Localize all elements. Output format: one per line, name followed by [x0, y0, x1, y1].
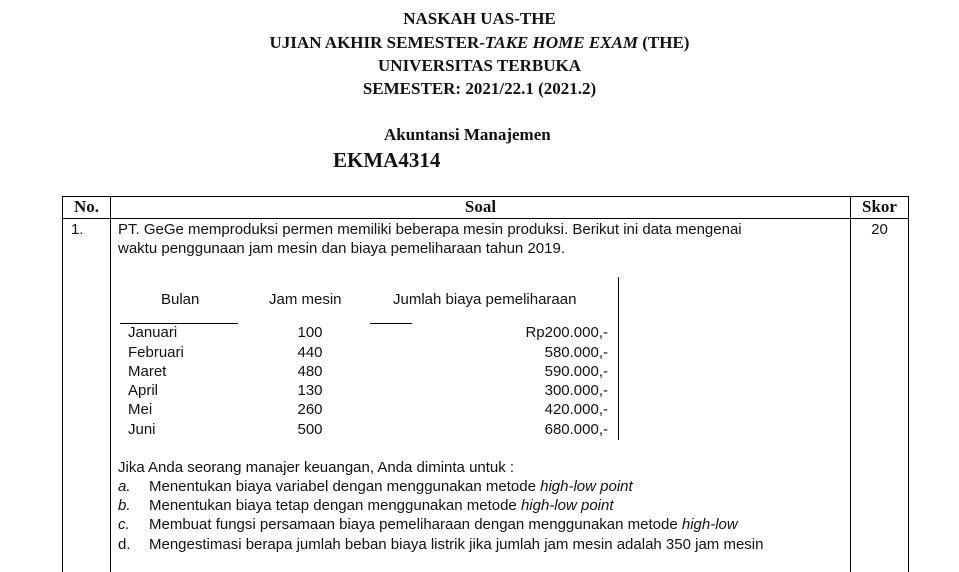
question-intro-line-1: PT. GeGe memproduksi permen memiliki beberapa mesin produksi. Berikut ini data mengenai: [118, 221, 742, 238]
row-month: Februari: [128, 344, 184, 361]
row-month: Mei: [128, 401, 153, 418]
course-code: EKMA4314: [333, 148, 441, 172]
header-exam-type-suffix: (THE): [637, 33, 690, 52]
row-hours: 260: [297, 401, 323, 418]
table-border-left: [62, 196, 63, 572]
task-text: Menentukan biaya variabel dengan menggunakan metode: [149, 478, 541, 495]
row-cost: 420.000,-: [544, 401, 608, 418]
data-table-right-border: [618, 277, 619, 440]
header-semester: SEMESTER: 2021/22.1 (2021.2): [362, 79, 597, 98]
task-item-a: [118, 477, 633, 496]
task-marker: b.: [118, 497, 131, 514]
question-intro-line-2: waktu penggunaan jam mesin dan biaya pemeliharaan tahun 2019.: [118, 240, 565, 257]
table-header-divider: [62, 218, 909, 219]
task-text-italic: high-low: [681, 516, 738, 533]
header-exam-type: [0, 33, 959, 53]
question-score: 20: [871, 221, 888, 238]
table-border-right: [908, 196, 909, 572]
course-name: Akuntansi Manajemen: [384, 125, 551, 144]
task-intro: Jika Anda seorang manajer keuangan, Anda diminta untuk :: [118, 459, 515, 476]
data-table-header-rule-2: [370, 323, 412, 324]
data-table-header-cost: Jumlah biaya pemeliharaan: [393, 291, 577, 308]
row-hours: 440: [297, 344, 323, 361]
row-hours: 480: [297, 363, 323, 380]
data-table-header-hours: Jam mesin: [269, 291, 342, 308]
table-col-divider-2: [850, 196, 851, 572]
task-text: Mengestimasi berapa jumlah beban biaya listrik jika jumlah jam mesin adalah 350 jam mesin: [149, 536, 764, 553]
column-header-soal: Soal: [464, 197, 497, 216]
data-table-header-month: Bulan: [161, 291, 200, 308]
task-text: Membuat fungsi persamaan biaya pemeliharaan dengan menggunakan metode: [149, 516, 682, 533]
row-month: April: [128, 382, 159, 399]
header-exam-type-italic: TAKE HOME EXAM: [484, 33, 638, 52]
question-number: 1.: [71, 221, 84, 238]
column-header-no: No.: [73, 197, 100, 216]
header-title: NASKAH UAS-THE: [403, 9, 556, 28]
task-text: Menentukan biaya tetap dengan menggunakan metode: [149, 497, 521, 514]
header-exam-type-prefix: UJIAN AKHIR SEMESTER-: [269, 33, 485, 52]
row-cost: 680.000,-: [544, 421, 608, 438]
row-cost: 580.000,-: [544, 344, 608, 361]
task-item-d: [118, 535, 763, 554]
row-hours: 130: [297, 382, 323, 399]
row-month: Maret: [128, 363, 167, 380]
task-marker: d.: [118, 536, 131, 553]
row-cost: 590.000,-: [544, 363, 608, 380]
table-col-divider-1: [110, 196, 111, 572]
task-text-italic: high-low point: [540, 478, 633, 495]
task-item-b: [118, 496, 614, 515]
task-marker: c.: [118, 516, 130, 533]
task-marker: a.: [118, 478, 131, 495]
column-header-skor: Skor: [862, 197, 897, 216]
task-item-c: [118, 515, 738, 534]
row-month: Juni: [128, 421, 156, 438]
row-hours: 100: [297, 324, 323, 341]
row-month: Januari: [128, 324, 178, 341]
row-cost: 300.000,-: [544, 382, 608, 399]
task-text-italic: high-low point: [520, 497, 614, 514]
header-university: UNIVERSITAS TERBUKA: [378, 56, 581, 75]
row-hours: 500: [297, 421, 323, 438]
row-cost: Rp200.000,-: [525, 324, 608, 341]
